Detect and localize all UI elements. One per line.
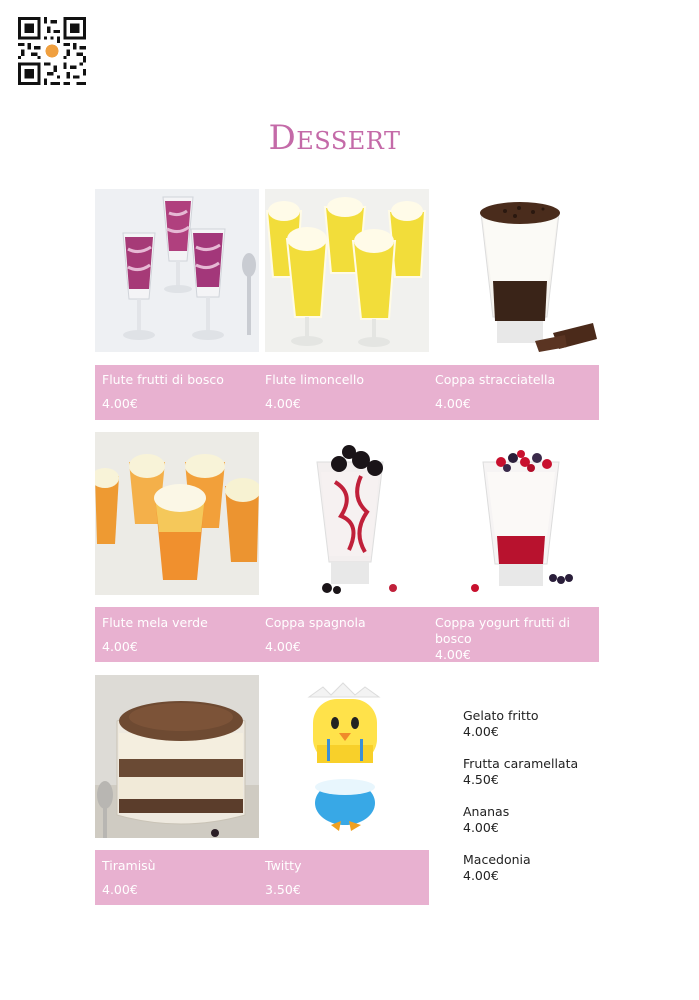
- item-price: 3.50€: [265, 882, 301, 897]
- yogurt-cup-photo: [435, 432, 599, 595]
- twitty-photo: [265, 675, 429, 838]
- item-name: Coppa spagnola: [265, 615, 366, 630]
- list-item: [463, 852, 531, 884]
- qr-code-icon: [18, 17, 86, 85]
- item-name: Flute frutti di bosco: [102, 372, 224, 387]
- item-price: 4.00€: [265, 639, 301, 654]
- item-name: Frutta caramellata: [463, 756, 579, 771]
- list-item: [463, 804, 509, 836]
- item-name: Flute limoncello: [265, 372, 364, 387]
- item-price: 4.00€: [435, 396, 471, 411]
- page-title: Dessert: [268, 118, 401, 158]
- list-item: [463, 708, 539, 740]
- menu-item: [435, 615, 595, 663]
- item-price: 4.50€: [463, 772, 499, 787]
- item-price: 4.00€: [463, 724, 499, 739]
- item-name: Coppa yogurt frutti di bosco: [435, 615, 570, 646]
- item-name: Flute mela verde: [102, 615, 208, 630]
- qr-logo-icon: [46, 45, 59, 58]
- apple-flute-photo: [95, 432, 259, 595]
- stracciatella-cup-photo: [435, 189, 599, 352]
- item-name: Coppa stracciatella: [435, 372, 556, 387]
- item-price: 4.00€: [463, 820, 499, 835]
- item-name: Tiramisù: [102, 858, 156, 873]
- item-price: 4.00€: [102, 882, 138, 897]
- item-price: 4.00€: [463, 868, 499, 883]
- tiramisu-photo: [95, 675, 259, 838]
- item-name: Twitty: [265, 858, 302, 873]
- menu-item: [102, 615, 208, 655]
- item-price: 4.00€: [102, 396, 138, 411]
- list-item: [463, 756, 578, 788]
- menu-item: [265, 858, 301, 898]
- item-price: 4.00€: [435, 647, 471, 662]
- item-name: Macedonia: [463, 852, 531, 867]
- item-name: Gelato fritto: [463, 708, 539, 723]
- menu-item: [102, 858, 156, 898]
- menu-item: [435, 372, 555, 412]
- menu-item: [265, 372, 364, 412]
- menu-item: [102, 372, 224, 412]
- item-price: 4.00€: [265, 396, 301, 411]
- item-price: 4.00€: [102, 639, 138, 654]
- spagnola-cup-photo: [265, 432, 429, 595]
- menu-item: [265, 615, 366, 655]
- item-name: Ananas: [463, 804, 510, 819]
- berry-flute-photo: [95, 189, 259, 352]
- limoncello-flute-photo: [265, 189, 429, 352]
